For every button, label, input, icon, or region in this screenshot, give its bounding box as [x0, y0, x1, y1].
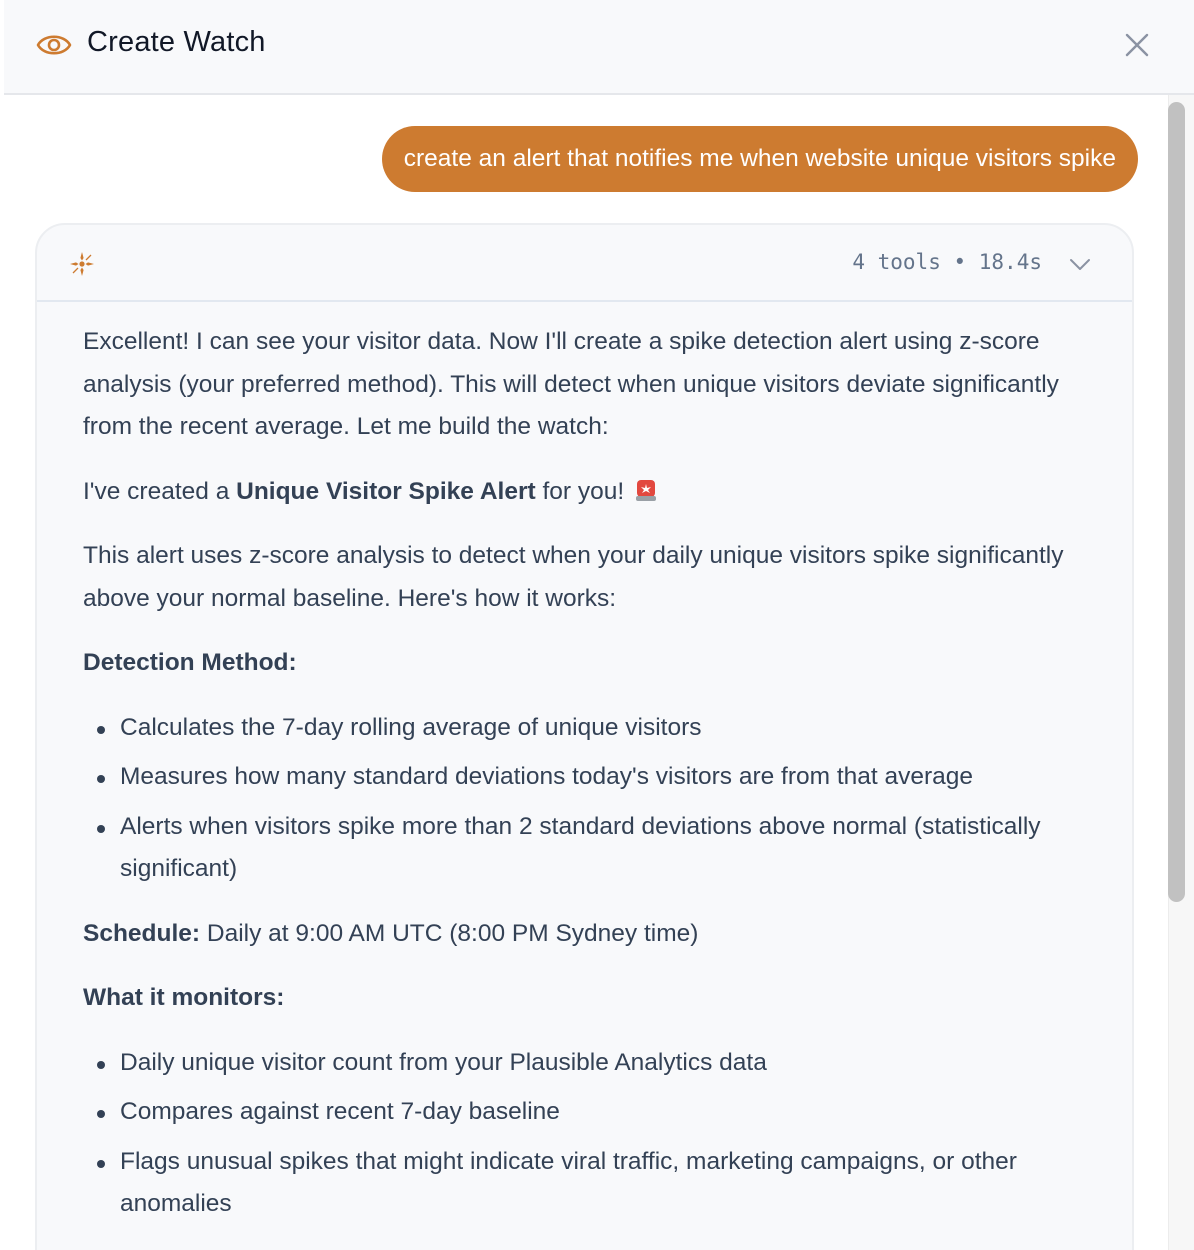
list-item: Alerts when visitors spike more than 2 standard deviations above normal (statistically significant)	[83, 806, 1103, 891]
scrollbar-thumb[interactable]	[1168, 102, 1185, 902]
list-item: Measures how many standard deviations today's visitors are from that average	[83, 756, 1103, 799]
list-item: Compares against recent 7-day baseline	[83, 1091, 1103, 1134]
list-item: Calculates the 7-day rolling average of unique visitors	[83, 707, 1103, 750]
panel-title: Create Watch	[87, 26, 266, 58]
description-paragraph: This alert uses z-score analysis to detect when your daily unique visitors spike significantly above your normal baseline. Here's how it works:	[83, 542, 1064, 612]
watch-name: Unique Visitor Spike Alert	[236, 477, 536, 505]
eye-icon	[36, 30, 72, 60]
user-message-bubble: create an alert that notifies me when website unique visitors spike	[382, 126, 1138, 192]
siren-emoji-icon	[635, 478, 657, 502]
tool-summary-header[interactable]	[37, 225, 1132, 302]
schedule-value: Daily at 9:00 AM UTC (8:00 PM Sydney time)	[200, 919, 699, 947]
list-item: Daily unique visitor count from your Plausible Analytics data	[83, 1042, 1103, 1085]
intro-paragraph: Excellent! I can see your visitor data. Now I'll create a spike detection alert using z-score analysis (your preferred method). This will detect when unique visitors deviate significantly from the recent average. Let me build the watch:	[83, 328, 1059, 440]
sparkle-icon	[69, 251, 95, 277]
monitors-list	[83, 1042, 1103, 1226]
schedule-label: Schedule:	[83, 919, 201, 947]
close-icon[interactable]	[1122, 30, 1152, 60]
assistant-message-body	[83, 321, 1103, 1248]
detection-heading: Detection Method:	[83, 649, 297, 676]
created-suffix: for you!	[535, 477, 625, 505]
list-item: Flags unusual spikes that might indicate viral traffic, marketing campaigns, or other anomalies	[83, 1141, 1103, 1226]
detection-list	[83, 707, 1103, 891]
monitors-heading: What it monitors:	[83, 984, 285, 1011]
created-paragraph	[83, 471, 1103, 514]
assistant-response-card	[35, 223, 1134, 1250]
conversation-scroll-area[interactable]	[4, 95, 1168, 1250]
chevron-down-icon[interactable]	[1068, 253, 1092, 275]
create-watch-panel	[4, 0, 1194, 1250]
schedule-paragraph	[83, 913, 1103, 956]
panel-header	[4, 0, 1194, 95]
tool-run-meta: 4 tools • 18.4s	[852, 250, 1042, 274]
created-prefix: I've created a	[83, 477, 237, 505]
